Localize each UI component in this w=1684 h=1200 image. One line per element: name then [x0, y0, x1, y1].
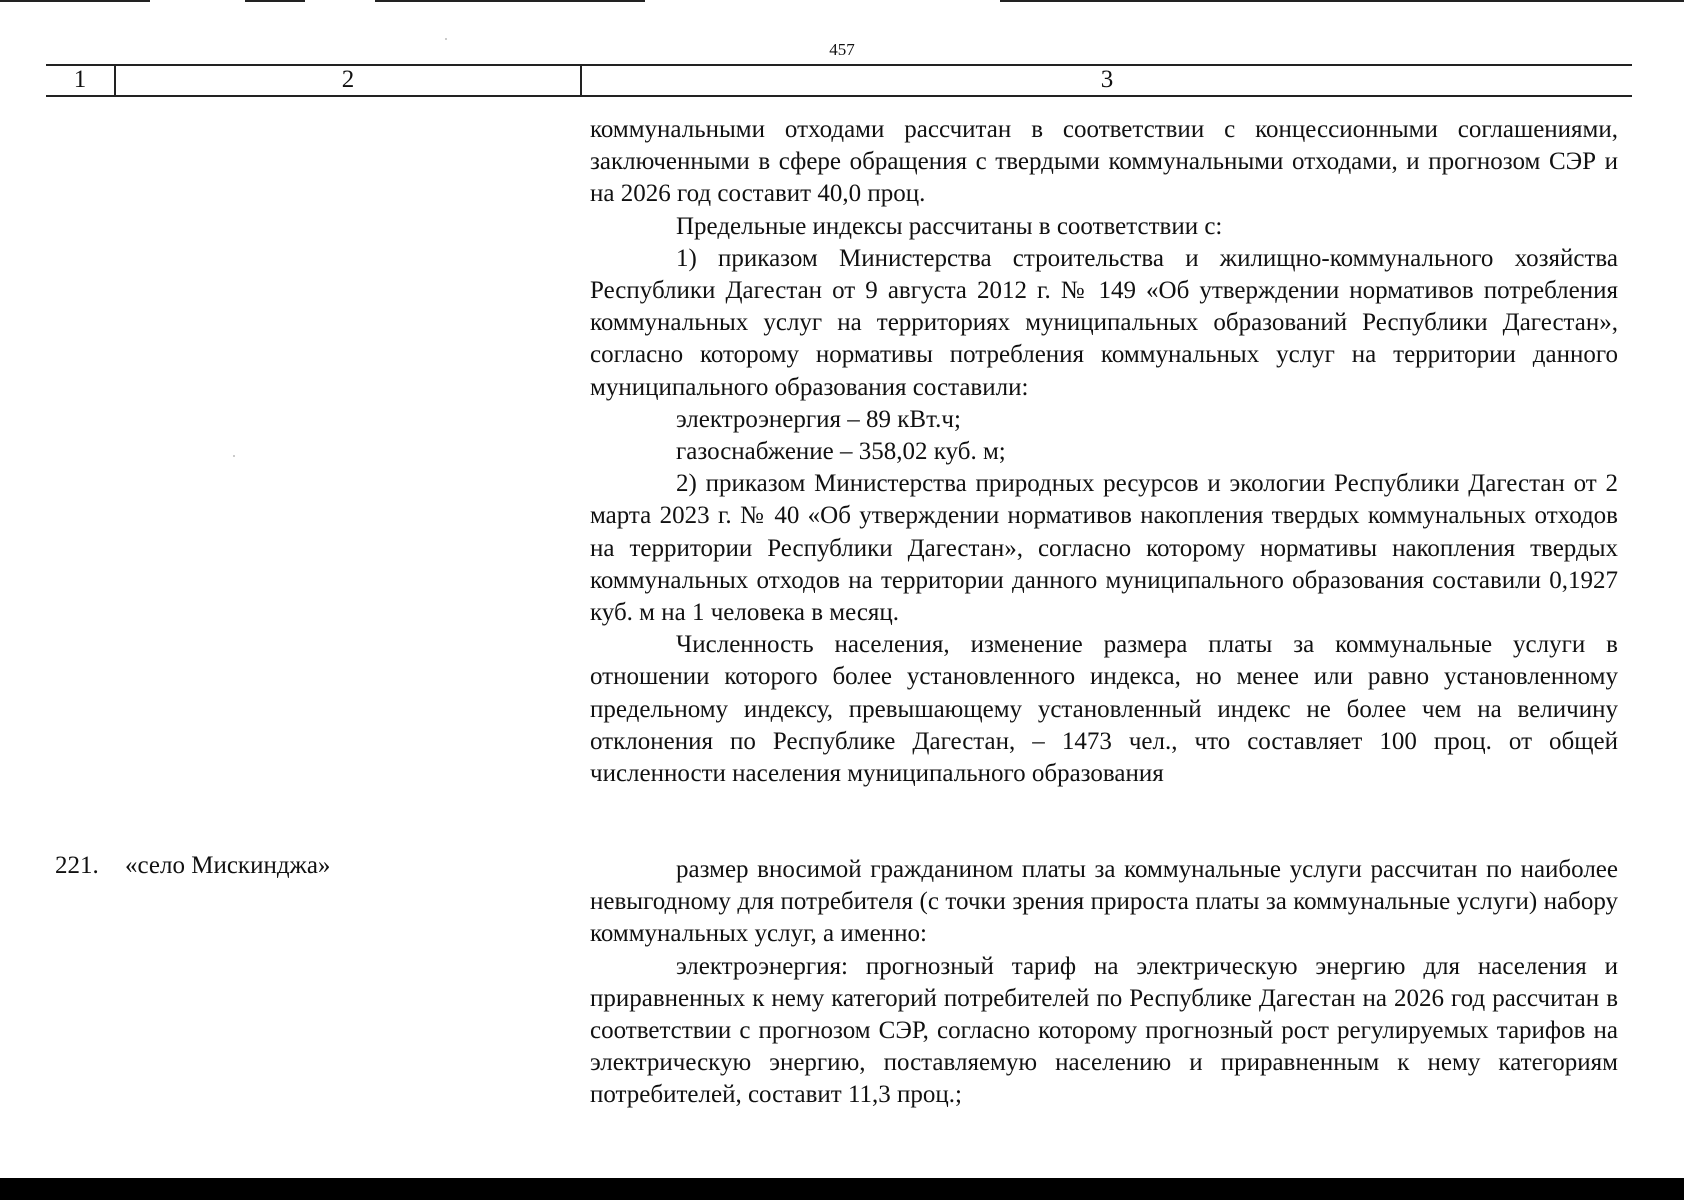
- entry-name: «село Мискинджа»: [125, 852, 331, 879]
- entry-text-block: [590, 854, 1618, 1112]
- scan-edge-line: [1000, 0, 1684, 2]
- header-bottom-border: [46, 95, 1632, 97]
- header-col-2: 2: [341, 66, 355, 93]
- header-col-3: 3: [1100, 66, 1114, 93]
- paragraph: 1) приказом Министерства строительства и жилищно-коммунального хозяйства Республики Дагестан от 9 августа 2012 г. № 149 «Об утверждении нормативов потребления коммунальных услуг на территориях муниципальных образований Республики Дагестан», согласно которому нормативы потребления коммунальных услуг на территории данного муниципального образования составили:: [590, 244, 1618, 401]
- paragraph: Предельные индексы рассчитаны в соответствии с:: [676, 212, 1223, 240]
- paragraph: Численность населения, изменение размера платы за коммунальные услуги в отношении которого более установленного индекса, но менее или равно установленному предельному индексу, превышающему установленный индекс не более чем на величину отклонения по Республике Дагестан, – 1473 чел., что составляет 100 проц. от общей численности населения муниципального образования: [590, 631, 1618, 788]
- paragraph: электроэнергия – 89 кВт.ч;: [676, 405, 961, 433]
- scan-speck: [233, 455, 235, 457]
- scan-edge-line: [245, 0, 305, 2]
- continuation-text-block: [590, 114, 1618, 790]
- table-header-row: [46, 64, 1632, 97]
- paragraph: коммунальными отходами рассчитан в соответствии с концессионными соглашениями, заключенными в сфере обращения с твердыми коммунальными отходами, и прогнозом СЭР и на 2026 год составит 40,0 проц.: [590, 116, 1618, 208]
- page-number: 457: [829, 40, 855, 59]
- scan-edge-line: [375, 0, 645, 2]
- paragraph: электроэнергия: прогнозный тариф на электрическую энергию для населения и приравненных к нему категорий потребителей по Республике Дагестан на 2026 год рассчитан в соответствии с прогнозом СЭР, согласно которому прогнозный рост регулируемых тарифов на электрическую энергию, поставляемую населению и приравненным к нему категориям потребителей, составит 11,3 проц.;: [590, 952, 1618, 1109]
- paragraph: размер вносимой гражданином платы за коммунальные услуги рассчитан по наиболее невыгодному для потребителя (с точки зрения прироста платы за коммунальные услуги) набору коммунальных услуг, а именно:: [590, 856, 1618, 948]
- paragraph: 2) приказом Министерства природных ресурсов и экологии Республики Дагестан от 2 марта 2023 г. № 40 «Об утверждении нормативов накопления твердых коммунальных отходов на территории Республики Дагестан», согласно которому нормативы накопления твердых коммунальных отходов на территории данного муниципального образования составили 0,1927 куб. м на 1 человека в месяц.: [590, 470, 1618, 627]
- entry-number: 221.: [55, 852, 99, 879]
- scan-edge-line: [0, 0, 150, 2]
- scan-speck: [445, 38, 447, 40]
- header-col-1: 1: [73, 66, 87, 93]
- paragraph: газоснабжение – 358,02 куб. м;: [676, 438, 1006, 466]
- scan-bottom-edge: [0, 1178, 1684, 1200]
